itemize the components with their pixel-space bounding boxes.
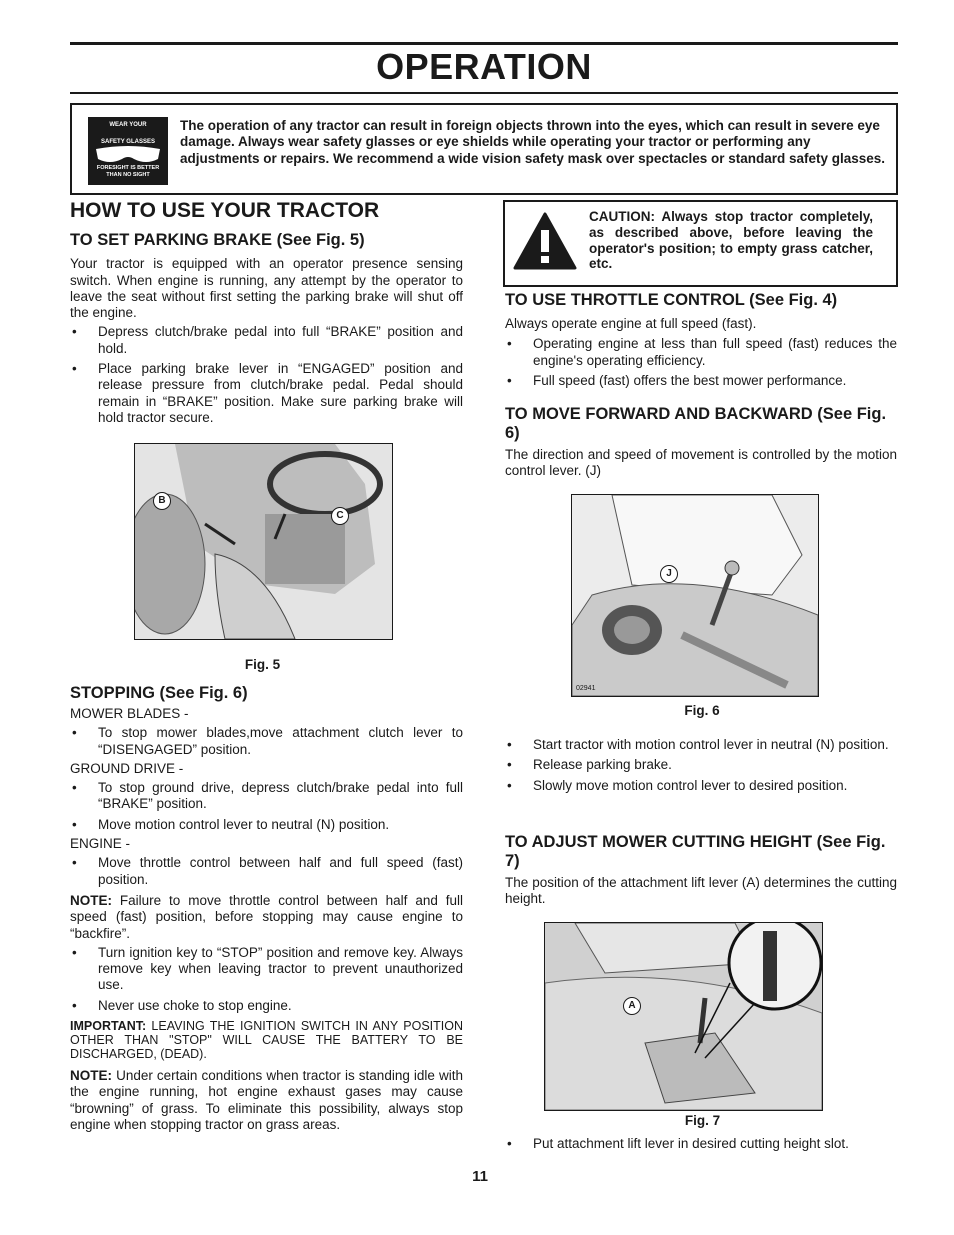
note-backfire <box>70 893 463 942</box>
note-browning <box>70 1068 463 1133</box>
cutting-height-list <box>505 1136 897 1152</box>
parking-brake-intro: Your tractor is equipped with an operator presence sensing switch. When engine is running, any attempt by the operator to leave the seat without first setting the parking brake will shut off the engine. <box>70 256 463 321</box>
warning-triangle-icon <box>513 212 577 270</box>
parking-brake-list <box>70 324 463 426</box>
goggles-icon <box>94 145 162 165</box>
throttle-intro: Always operate engine at full speed (fast). <box>505 316 757 331</box>
fig6-illustration <box>571 494 819 697</box>
top-rule <box>70 42 898 45</box>
stopping-section <box>70 684 463 1133</box>
fig6-label-j: J <box>660 565 678 583</box>
safety-warning-box <box>70 103 898 195</box>
safety-glasses-icon <box>88 117 168 185</box>
fig6-drawing <box>572 495 818 696</box>
throttle-section <box>505 291 897 389</box>
fig7-drawing <box>545 923 822 1110</box>
list-item: • Depress clutch/brake pedal into full “BRAKE” position and hold. <box>70 324 463 357</box>
forward-steps <box>505 737 897 794</box>
parking-brake-heading: TO SET PARKING BRAKE (See Fig. 5) <box>70 231 365 250</box>
ground-drive-label: GROUND DRIVE - <box>70 760 184 776</box>
section-heading: HOW TO USE YOUR TRACTOR <box>70 199 380 222</box>
important-text: LEAVING THE IGNITION SWITCH IN ANY POSITION OTHER THAN "STOP" WILL CAUSE THE BATTERY TO BE DISCHARGED, (DEAD). <box>70 1019 463 1062</box>
blades-list <box>70 725 463 758</box>
ground-list <box>70 780 463 833</box>
fig5-caption: Fig. 5 <box>244 657 281 672</box>
stopping-heading: STOPPING (See Fig. 6) <box>70 684 248 702</box>
engine-label: ENGINE - <box>70 836 131 852</box>
forward-intro: The direction and speed of movement is controlled by the motion control lever. (J) <box>505 447 897 479</box>
throttle-heading: TO USE THROTTLE CONTROL (See Fig. 4) <box>505 291 838 309</box>
note-text: Under certain conditions when tractor is standing idle with the engine running, hot engine exhaust gases may cause “browning” of grass. To eliminate this possibility, always stop engine when stopping tractor on grass areas. <box>70 1068 463 1132</box>
list-item: • Never use choke to stop engine. <box>70 998 463 1014</box>
list-item: • Turn ignition key to “STOP” position and remove key. Always remove key when leaving tractor to prevent unauthorized use. <box>70 945 463 994</box>
list-item: • Move throttle control between half and full speed (fast) position. <box>70 855 463 888</box>
fig7-illustration <box>544 922 823 1111</box>
cutting-height-section <box>505 833 897 908</box>
note-label: NOTE: <box>70 892 112 908</box>
forward-heading: TO MOVE FORWARD AND BACKWARD (See Fig. 6) <box>505 405 887 442</box>
fig5-drawing <box>135 444 392 639</box>
fig5-label-b: B <box>153 492 171 510</box>
mower-blades-label: MOWER BLADES - <box>70 706 189 721</box>
left-column <box>70 199 463 426</box>
fig5-illustration <box>134 443 393 640</box>
throttle-list <box>505 336 897 389</box>
page-title: OPERATION <box>376 46 592 87</box>
key-list <box>70 945 463 1014</box>
cutting-height-steps <box>505 1136 897 1152</box>
list-item: • Put attachment lift lever in desired cutting height slot. <box>505 1136 897 1152</box>
fig7-label-a: A <box>623 997 641 1015</box>
engine-list <box>70 855 463 888</box>
important-note <box>70 1019 463 1061</box>
caution-text: CAUTION: Always stop tractor completely, as described above, before leaving the operator's position; to empty grass catcher, etc. <box>589 209 873 272</box>
list-item: • Full speed (fast) offers the best mower performance. <box>505 373 897 389</box>
fig7-caption: Fig. 7 <box>684 1113 721 1128</box>
list-item: • Release parking brake. <box>505 757 897 773</box>
title-rule <box>70 92 898 94</box>
note-text: Failure to move throttle control between half and full speed (fast) position, before stopping may cause engine to “backfire”. <box>70 892 463 941</box>
caution-box <box>503 200 898 287</box>
cutting-height-intro: The position of the attachment lift lever (A) determines the cutting height. <box>505 875 897 907</box>
note-label: NOTE: <box>70 1068 112 1084</box>
important-label: IMPORTANT: <box>70 1019 147 1034</box>
cutting-height-heading: TO ADJUST MOWER CUTTING HEIGHT (See Fig. 7) <box>505 833 886 870</box>
safety-warning-text: The operation of any tractor can result in foreign objects thrown into the eyes, which can result in severe eye damage. Always wear safety glasses or eye shields while operating your tractor or performing any adjustments or repairs. We recommend a wide vision safety mask over spectacles or standard safety glasses. <box>180 118 886 166</box>
page-number: 11 <box>472 1168 488 1185</box>
safety-icon-line1: WEAR YOUR <box>109 122 147 128</box>
safety-icon-line3: FORESIGHT IS BETTER THAN NO SIGHT <box>96 165 160 178</box>
forward-section <box>505 405 897 480</box>
list-item: • Slowly move motion control lever to desired position. <box>505 778 897 794</box>
list-item: • Start tractor with motion control lever in neutral (N) position. <box>505 737 897 753</box>
list-item: • To stop mower blades,move attachment clutch lever to “DISENGAGED” position. <box>70 725 463 758</box>
fig5-label-c: C <box>331 507 349 525</box>
list-item: • Operating engine at less than full speed (fast) reduces the engine's operating efficiency. <box>505 336 897 369</box>
forward-list <box>505 737 897 794</box>
list-item: • Place parking brake lever in “ENGAGED” position and release pressure from clutch/brake pedal. Pedal should remain in “BRAKE” position. Make sure parking brake will hold tractor secure. <box>70 361 463 426</box>
fig6-code: 02941 <box>576 685 596 692</box>
fig6-caption: Fig. 6 <box>684 703 720 718</box>
safety-icon-line2: SAFETY GLASSES <box>101 139 155 145</box>
list-item: • Move motion control lever to neutral (N) position. <box>70 817 463 833</box>
list-item: • To stop ground drive, depress clutch/brake pedal into full “BRAKE” position. <box>70 780 463 813</box>
